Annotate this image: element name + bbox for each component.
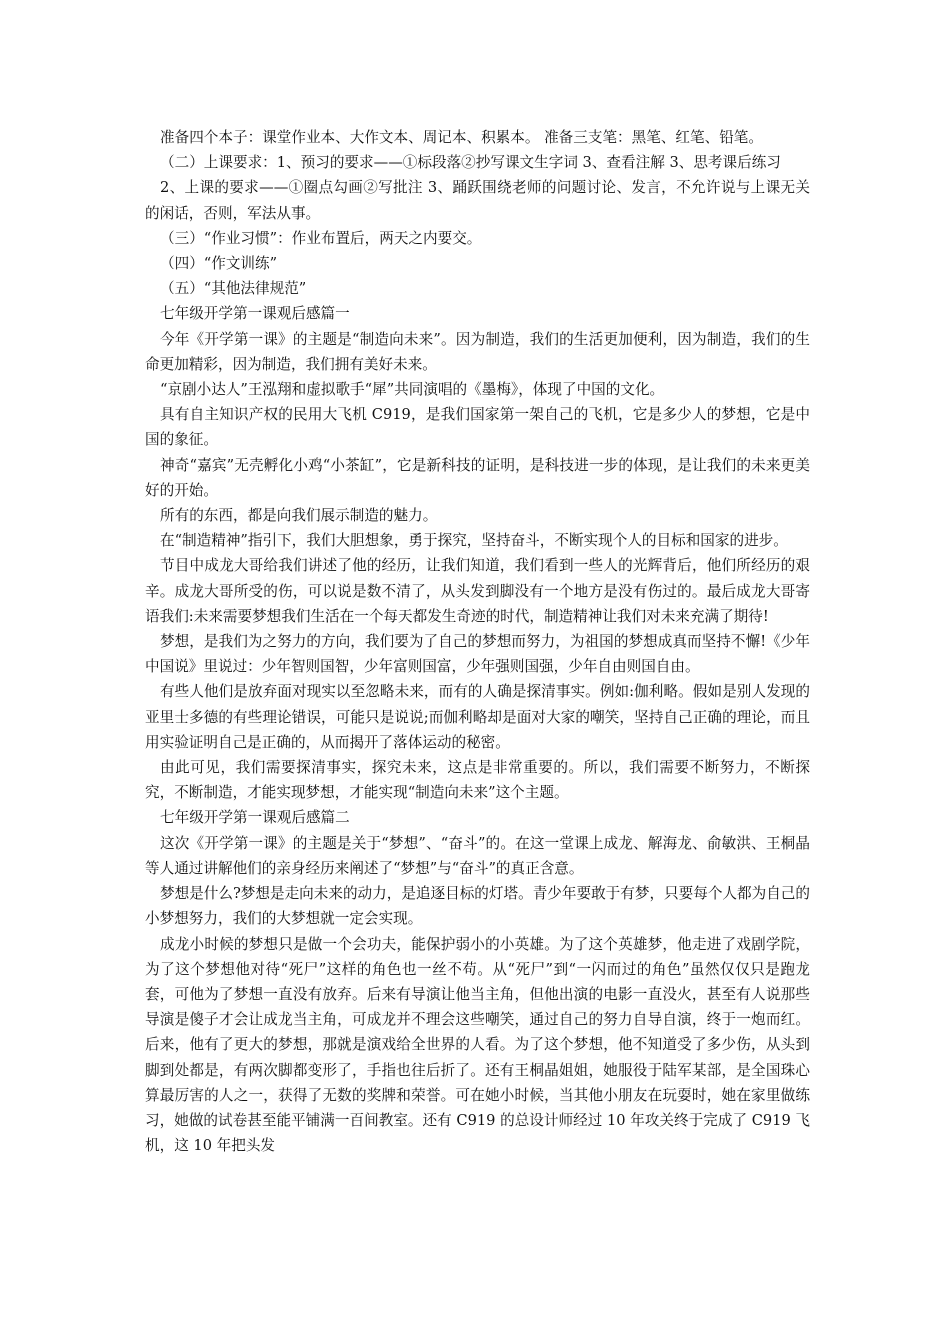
paragraph: 成龙小时候的梦想只是做一个会功夫，能保护弱小的小英雄。为了这个英雄梦，他走进了戏剧学院，为了这个梦想他对待“死尸”这样的角色也一丝不苟。从“死尸”到“一闪而过的角色”虽然仅仅只是跑龙套，可他为了梦想一直没有放弃。后来有导演让他当主角，但他出演的电影一直没火，甚至有人说那些导演是傻子才会让成龙当主角，可成龙并不理会这些嘲笑，通过自己的努力自导自演，终于一炮而红。后来，他有了更大的梦想，那就是演戏给全世界的人看。为了这个梦想，他不知道受了多少伤，从头到脚到处都是，有两次脚都变形了，手指也往后折了。还有王桐晶姐姐，她服役于陆军某部，是全国珠心算最厉害的人之一，获得了无数的奖牌和荣誉。可在她小时候，当其他小朋友在玩耍时，她在家里做练习，她做的试卷甚至能平铺满一百间教室。还有 C919 的总设计师经过 10 年攻关终于完成了 C919 飞机，这 10 年把头发 bbox=[145, 935, 810, 1155]
paragraph: 这次《开学第一课》的主题是关于“梦想”、“奋斗”的。在这一堂课上成龙、解海龙、俞敏洪、王桐晶等人通过讲解他们的亲身经历来阐述了“梦想”与“奋斗”的真正含意。 bbox=[145, 834, 810, 877]
section-heading-essay-1: 七年级开学第一课观后感篇一 bbox=[160, 305, 350, 323]
paragraph: 梦想，是我们为之努力的方向，我们要为了自己的梦想而努力，为祖国的梦想成真而坚持不懈!《少年中国说》里说过：少年智则国智，少年富则国富，少年强则国强，少年自由则国自由。 bbox=[145, 633, 810, 676]
paragraph: 今年《开学第一课》的主题是“制造向未来”。因为制造，我们的生活更加便利，因为制造，我们的生命更加精彩，因为制造，我们拥有美好未来。 bbox=[145, 330, 810, 373]
paragraph-homework-habits: （三）“作业习惯”：作业布置后，两天之内要交。 bbox=[160, 229, 482, 247]
paragraph: 梦想是什么?梦想是走向未来的动力，是追逐目标的灯塔。青少年要敢于有梦，只要每个人都为自己的小梦想努力，我们的大梦想就一定会实现。 bbox=[145, 885, 810, 928]
paragraph-other-rules: （五）“其他法律规范” bbox=[160, 280, 307, 298]
paragraph: 具有自主知识产权的民用大飞机 C919，是我们国家第一架自己的飞机，它是多少人的梦想，它是中国的象征。 bbox=[145, 406, 810, 449]
paragraph: 有些人他们是放弃面对现实以至忽略未来，而有的人确是探清事实。例如:伽利略。假如是别人发现的亚里士多德的有些理论错误，可能只是说说;而伽利略却是面对大家的嘲笑，坚持自己正确的理论，而且用实验证明自己是正确的，从而揭开了落体运动的秘密。 bbox=[145, 683, 810, 751]
paragraph-class-requirements-lesson: 2、上课的要求——①圈点勾画②写批注 3、踊跃围绕老师的问题讨论、发言，不允许说与上课无关的闲话，否则，军法从事。 bbox=[145, 179, 810, 222]
paragraph: 神奇“嘉宾”无壳孵化小鸡“小茶缸”，它是新科技的证明，是科技进一步的体现，是让我们的未来更美好的开始。 bbox=[145, 456, 810, 499]
paragraph-composition-training: （四）“作文训练” bbox=[160, 255, 278, 273]
paragraph: “京剧小达人”王泓翔和虚拟歌手“犀”共同演唱的《墨梅》，体现了中国的文化。 bbox=[160, 381, 665, 399]
paragraph: 由此可见，我们需要探清事实，探究未来，这点是非常重要的。所以，我们需要不断努力，不断探究，不断制造，才能实现梦想，才能实现“制造向未来”这个主题。 bbox=[145, 759, 810, 802]
paragraph: 在“制造精神”指引下，我们大胆想象，勇于探究，坚持奋斗，不断实现个人的目标和国家的进步。 bbox=[160, 532, 788, 550]
paragraph-class-requirements-preview: （二）上课要求：1、预习的要求——①标段落②抄写课文生字词 3、查看注解 3、思考课后练习 bbox=[160, 154, 781, 172]
paragraph: 节目中成龙大哥给我们讲述了他的经历，让我们知道，我们看到一些人的光辉背后，他们所经历的艰辛。成龙大哥所受的伤，可以说是数不清了，从头发到脚没有一个地方是没有伤过的。最后成龙大哥寄语我们:未来需要梦想我们生活在一个每天都发生奇迹的时代，制造精神让我们对未来充满了期待! bbox=[145, 557, 810, 625]
document-body bbox=[145, 125, 810, 1158]
paragraph-notebooks: 准备四个本子：课堂作业本、大作文本、周记本、积累本。 准备三支笔：黑笔、红笔、铅笔。 bbox=[160, 129, 763, 146]
paragraph: 所有的东西，都是向我们展示制造的魅力。 bbox=[160, 507, 438, 525]
section-heading-essay-2: 七年级开学第一课观后感篇二 bbox=[160, 809, 350, 827]
